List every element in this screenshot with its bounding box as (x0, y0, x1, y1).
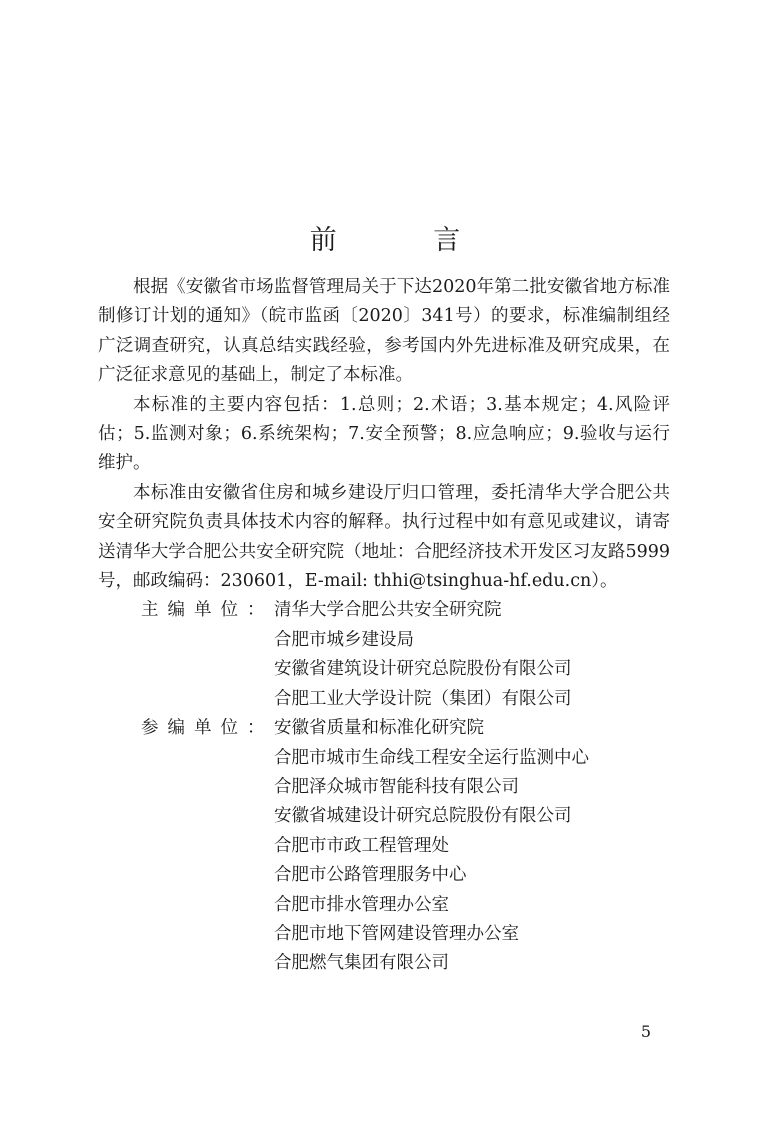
list-item: 合肥市地下管网建设管理办公室 (274, 923, 519, 944)
list-item: 合肥工业大学设计院（集团）有限公司 (274, 688, 572, 709)
list-item: 合肥市市政工程管理处 (274, 835, 449, 856)
list-item: 合肥市排水管理办公室 (274, 894, 449, 915)
chief-units-label: 主编单位： (141, 600, 265, 621)
list-item: 合肥泽众城市智能科技有限公司 (274, 776, 519, 797)
units-section (98, 596, 670, 978)
list-item: 安徽省城建设计研究总院股份有限公司 (274, 806, 572, 827)
document-body (98, 273, 670, 979)
list-item: 合肥市公路管理服务中心 (274, 865, 467, 886)
participating-units-list (274, 714, 670, 979)
list-item: 合肥市城乡建设局 (274, 629, 414, 650)
paragraph-management: 本标准由安徽省住房和城乡建设厅归口管理，委托清华大学合肥公共安全研究院负责具体技术内容的解释。执行过程中如有意见或建议，请寄送清华大学合肥公共安全研究院（地址：合肥经济技术开发区习友路5999号，邮政编码：230601，E-mail: thhi@tsinghua-hf.edu.cn）。 (98, 482, 670, 592)
participating-units-group (98, 714, 670, 979)
chief-units-group (98, 596, 670, 714)
page-number: 5 (640, 1022, 651, 1041)
list-item: 合肥市城市生命线工程安全运行监测中心 (274, 747, 589, 768)
participating-units-label: 参编单位： (141, 718, 265, 739)
paragraph-contents: 本标准的主要内容包括：1.总则；2.术语；3.基本规定；4.风险评估；5.监测对象；6.系统架构；7.安全预警；8.应急响应；9.验收与运行维护。 (98, 394, 670, 474)
list-item: 清华大学合肥公共安全研究院 (274, 600, 502, 621)
paragraph-basis: 根据《安徽省市场监督管理局关于下达2020年第二批安徽省地方标准制修订计划的通知》（皖市监函〔2020〕341号）的要求，标准编制组经广泛调查研究，认真总结实践经验，参考国内外先进标准及研究成果，在广泛征求意见的基础上，制定了本标准。 (98, 277, 670, 386)
chief-units-list (274, 596, 670, 714)
list-item: 合肥燃气集团有限公司 (274, 953, 449, 974)
page-title: 前 言 (309, 225, 505, 257)
list-item: 安徽省质量和标准化研究院 (274, 718, 484, 739)
list-item: 安徽省建筑设计研究总院股份有限公司 (274, 659, 572, 680)
